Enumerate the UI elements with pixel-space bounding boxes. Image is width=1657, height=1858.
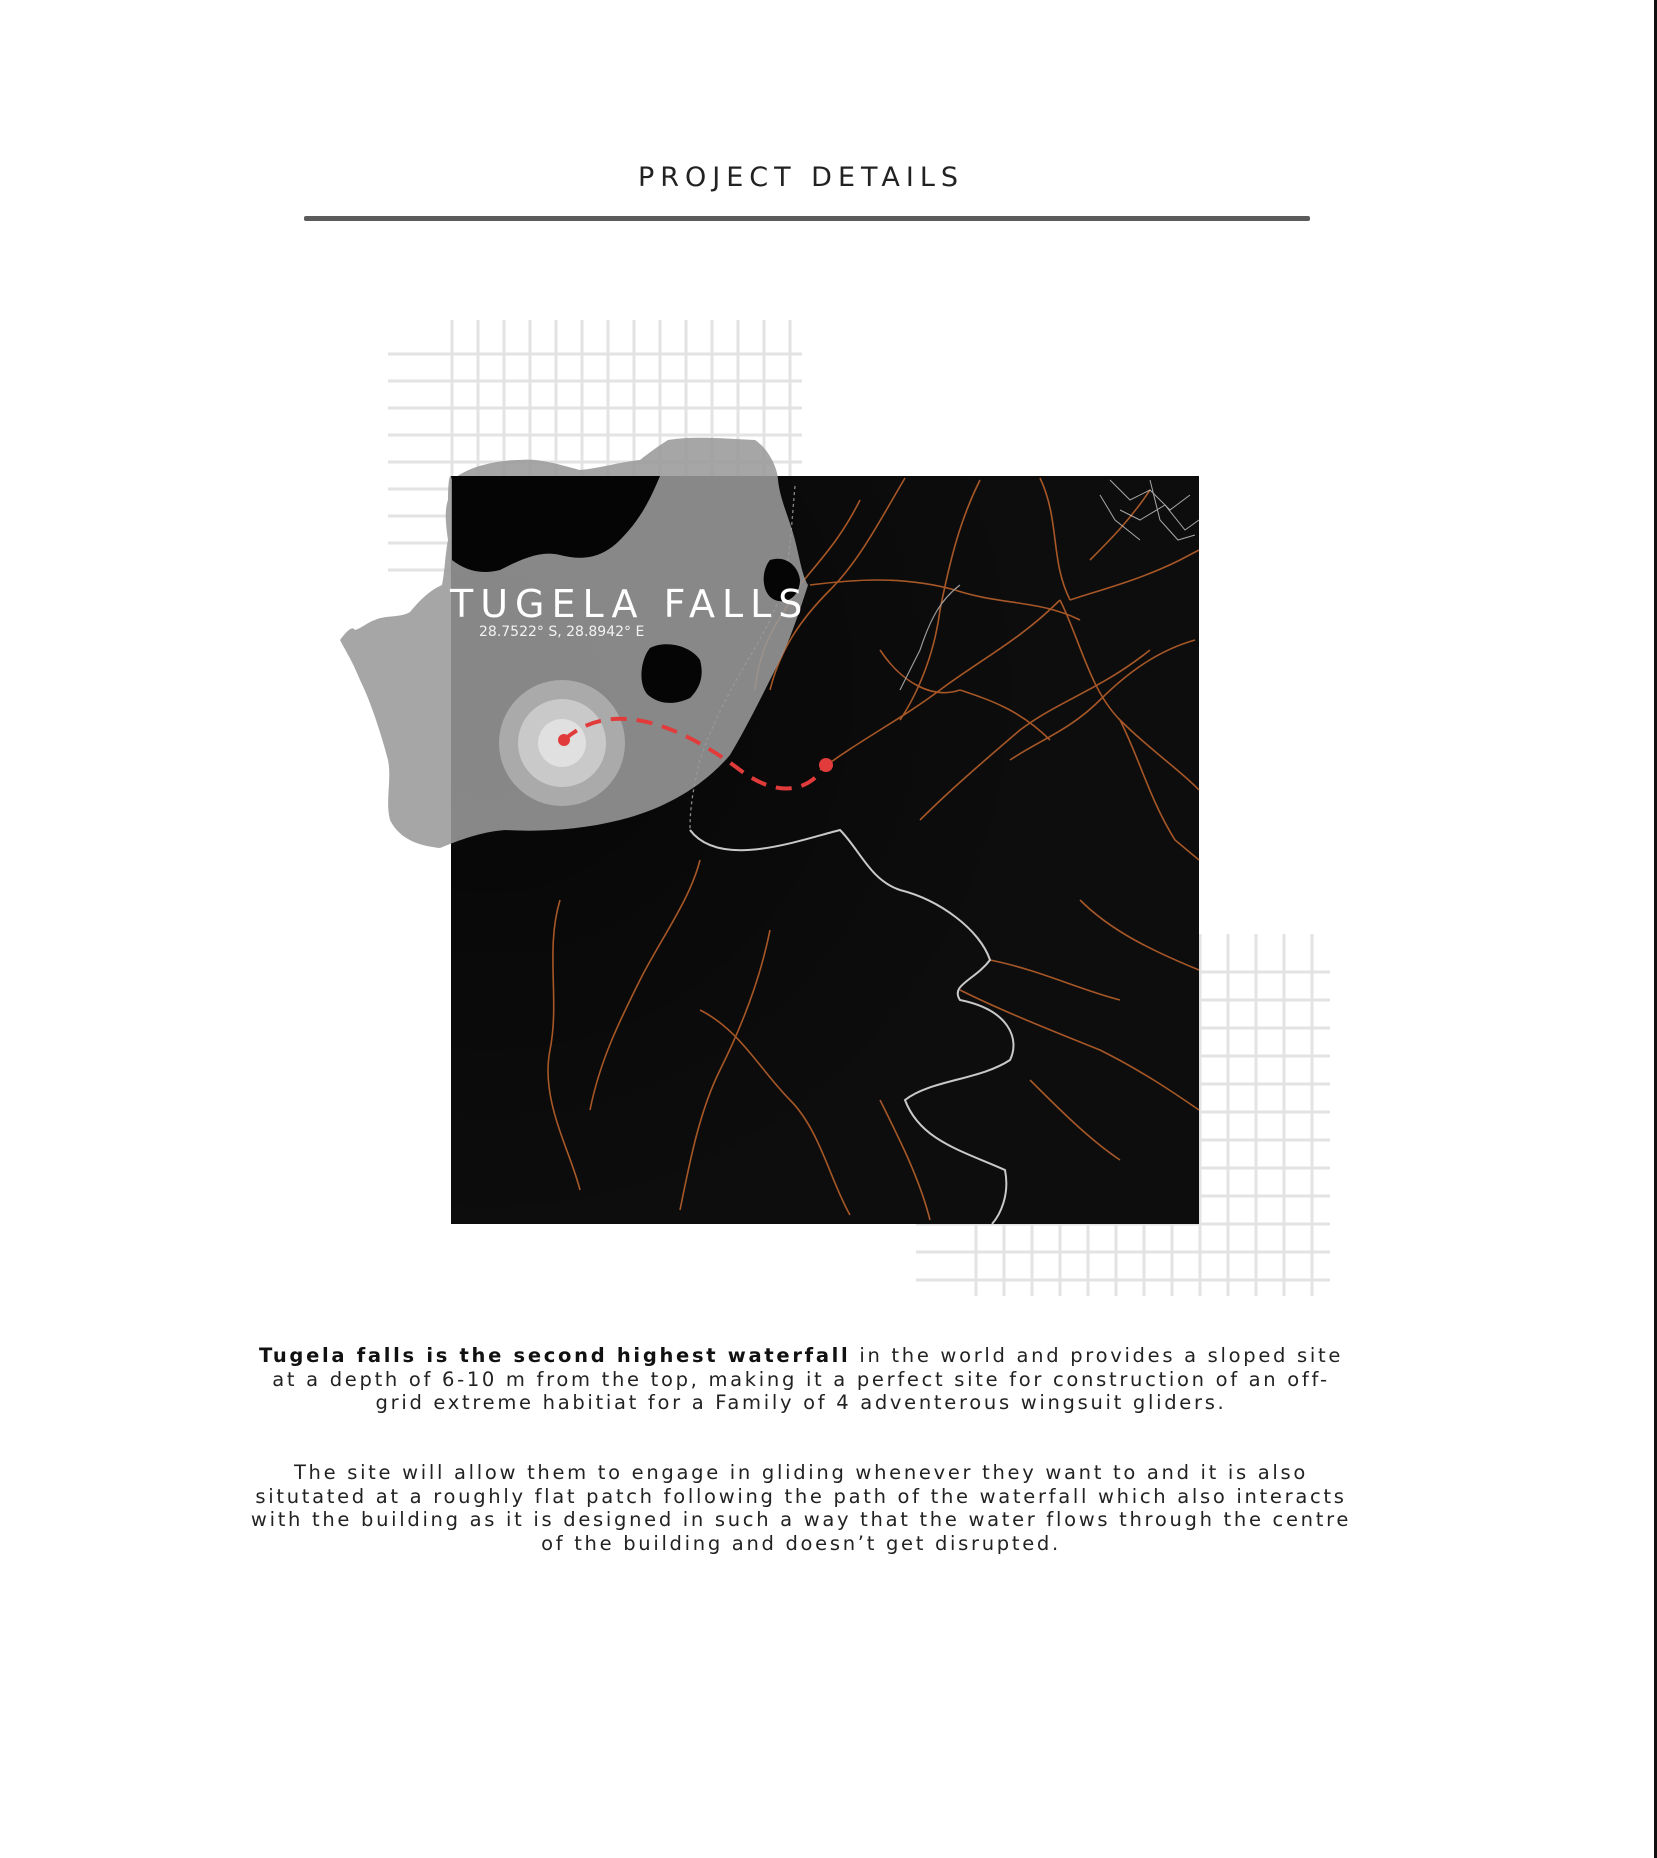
site-map <box>330 430 1340 1330</box>
lesotho-shape <box>641 644 701 703</box>
description-paragraph-2: The site will allow them to engage in gliding whenever they want to and it is also situtated at a roughly flat patch following the path of the waterfall which also interacts with the building as it is designed in such a way that the water flows through the centre of the building and doesn’t get disrupted. <box>250 1461 1352 1555</box>
route-end-dot <box>819 758 833 772</box>
description-text: in the world and provides a sloped site at a depth of 6-10 m from the top, making it a perfect site for construction of an off-grid extreme habitiat for a Family of 4 adventerous wingsuit gliders. <box>272 1344 1344 1414</box>
site-coordinates: 28.7522° S, 28.8942° E <box>479 624 645 640</box>
title-divider <box>304 216 1310 221</box>
route-start-dot <box>558 734 570 746</box>
description-highlight: Tugela falls is the second highest waterfall <box>258 1344 851 1367</box>
description-paragraph-1 <box>250 1344 1352 1415</box>
site-title: TUGELA FALLS <box>450 582 810 626</box>
page-title: PROJECT DETAILS <box>637 162 965 193</box>
